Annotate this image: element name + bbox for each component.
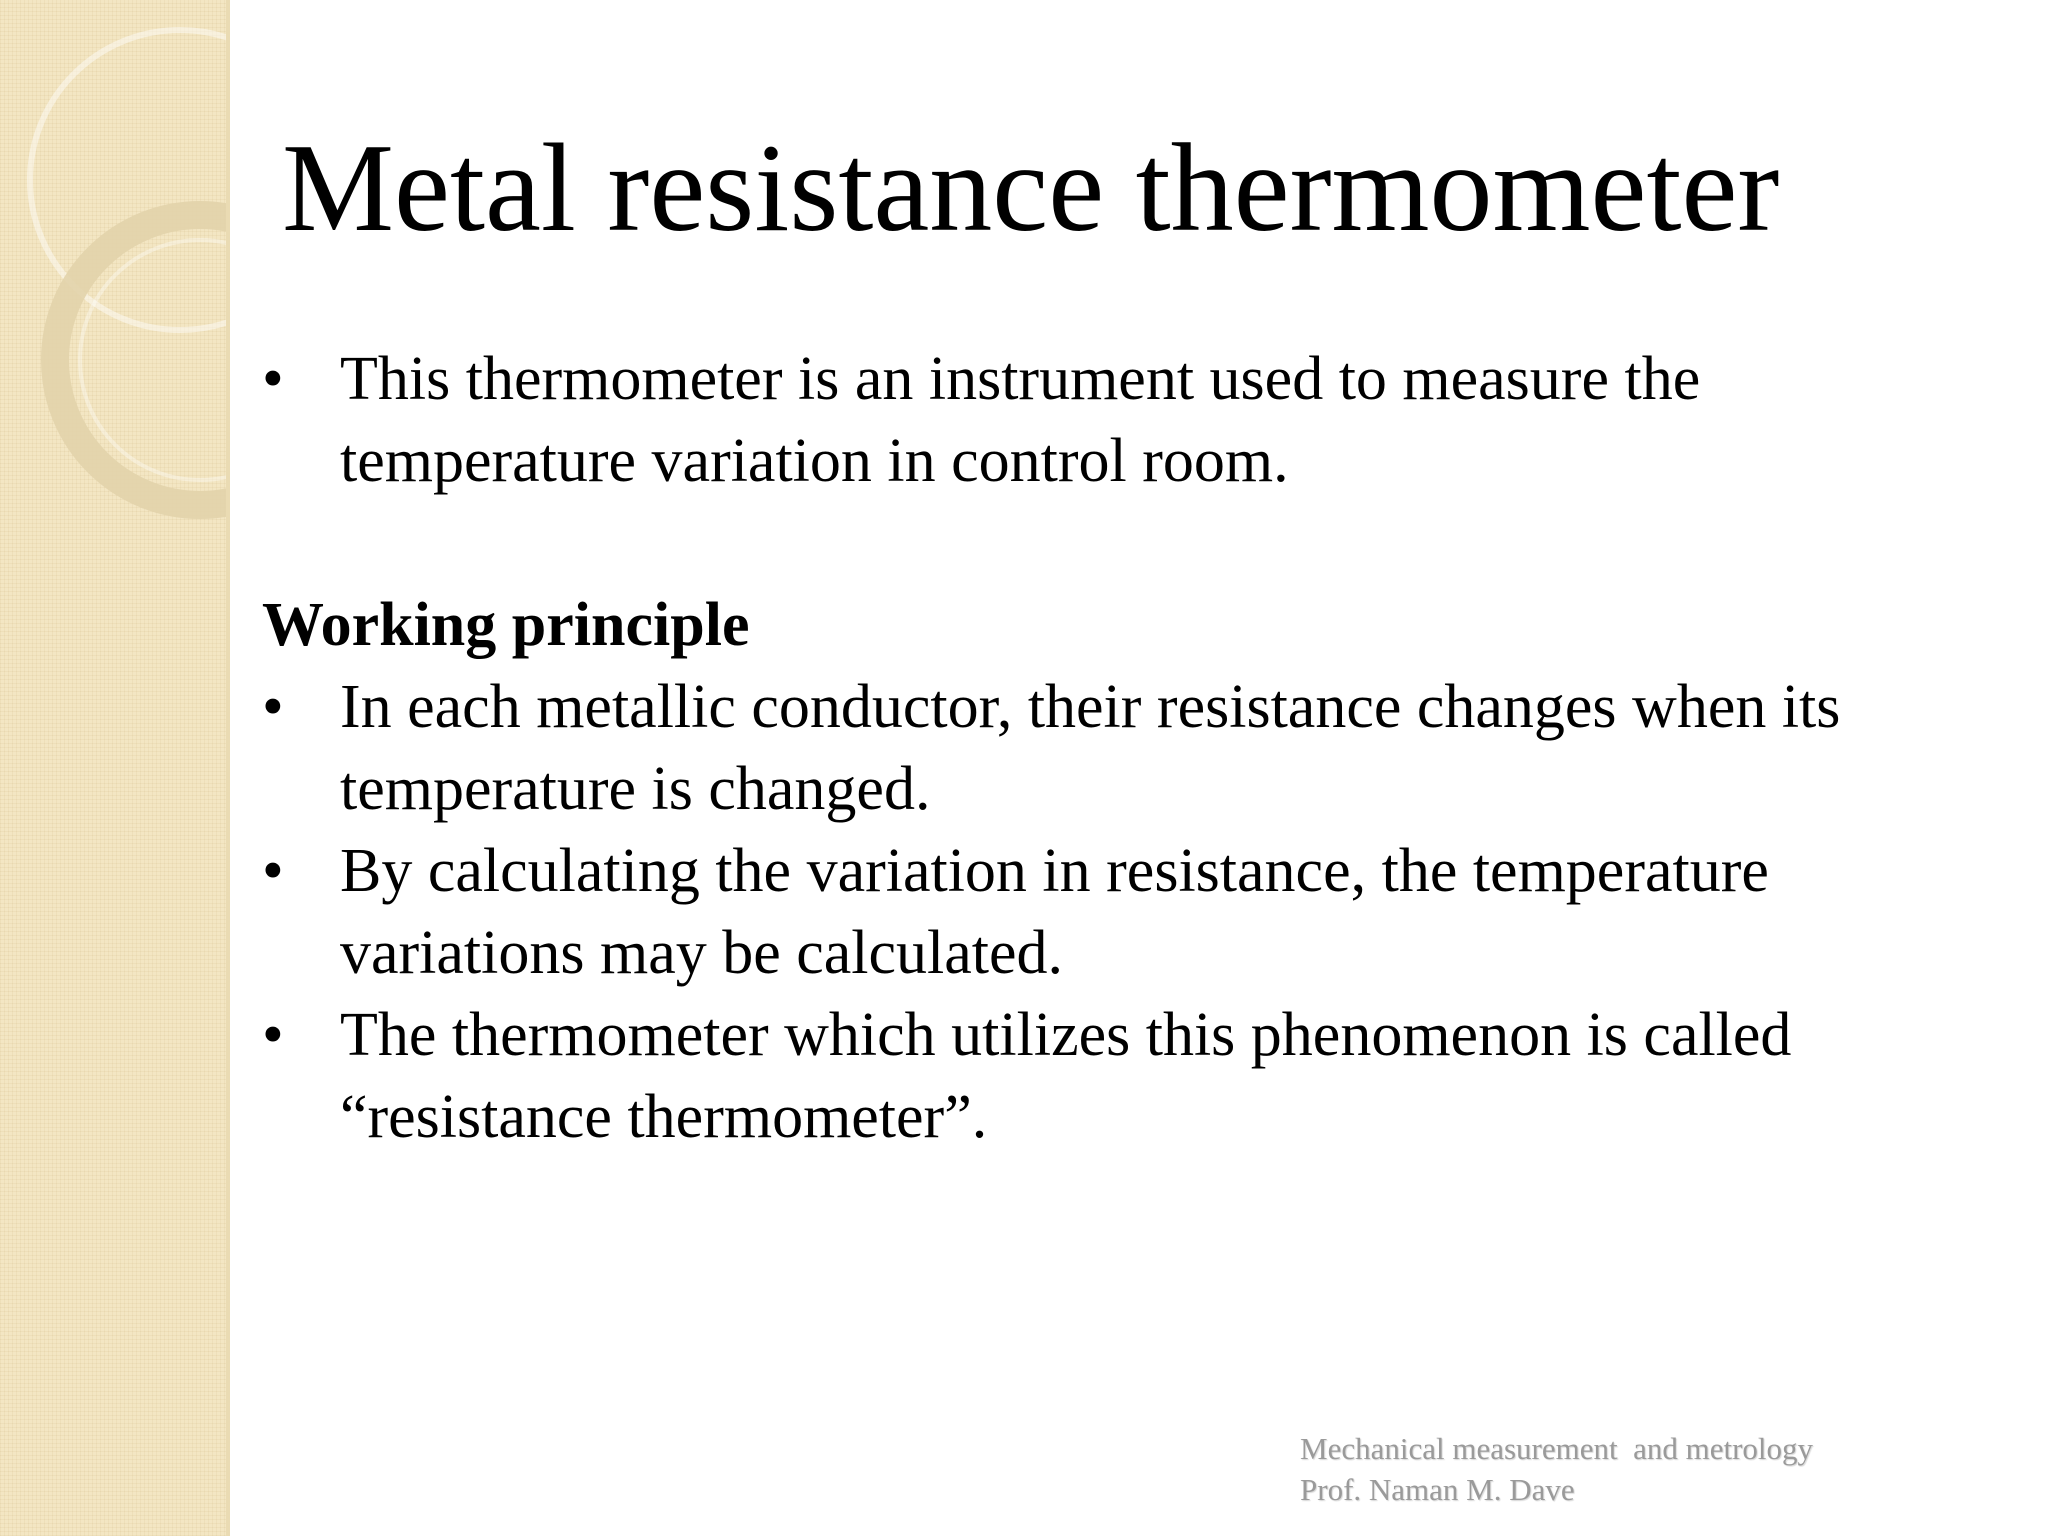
footer-course-name: Mechanical measurement and metrology: [1300, 1431, 1814, 1466]
section-heading: Working principle: [262, 591, 750, 659]
bullet-marker: •: [262, 673, 284, 741]
bullet-marker: •: [262, 1001, 284, 1069]
spacer: [262, 502, 1982, 584]
principle-bullet: [262, 666, 1982, 830]
slide-content: [262, 338, 1982, 1158]
footer-author: Prof. Naman M. Dave: [1300, 1472, 1575, 1507]
bullet-marker: •: [262, 837, 284, 905]
slide-footer: [1300, 1428, 1813, 1510]
principle-bullet: [262, 994, 1982, 1158]
bullet-text: In each metallic conductor, their resistance changes when its temperature is changed.: [340, 673, 1841, 823]
decorative-rings: [0, 0, 226, 1536]
intro-bullet: [262, 338, 1982, 502]
slide-title: Metal resistance thermometer: [282, 119, 1780, 258]
principle-bullet: [262, 830, 1982, 994]
bullet-text: This thermometer is an instrument used to measure the temperature variation in control room.: [340, 345, 1701, 495]
decorative-side-band: [0, 0, 230, 1536]
bullet-text: The thermometer which utilizes this phenomenon is called “resistance thermometer”.: [340, 1001, 1792, 1151]
bullet-text: By calculating the variation in resistance, the temperature variations may be calculated.: [340, 837, 1769, 987]
bullet-marker: •: [262, 345, 284, 413]
